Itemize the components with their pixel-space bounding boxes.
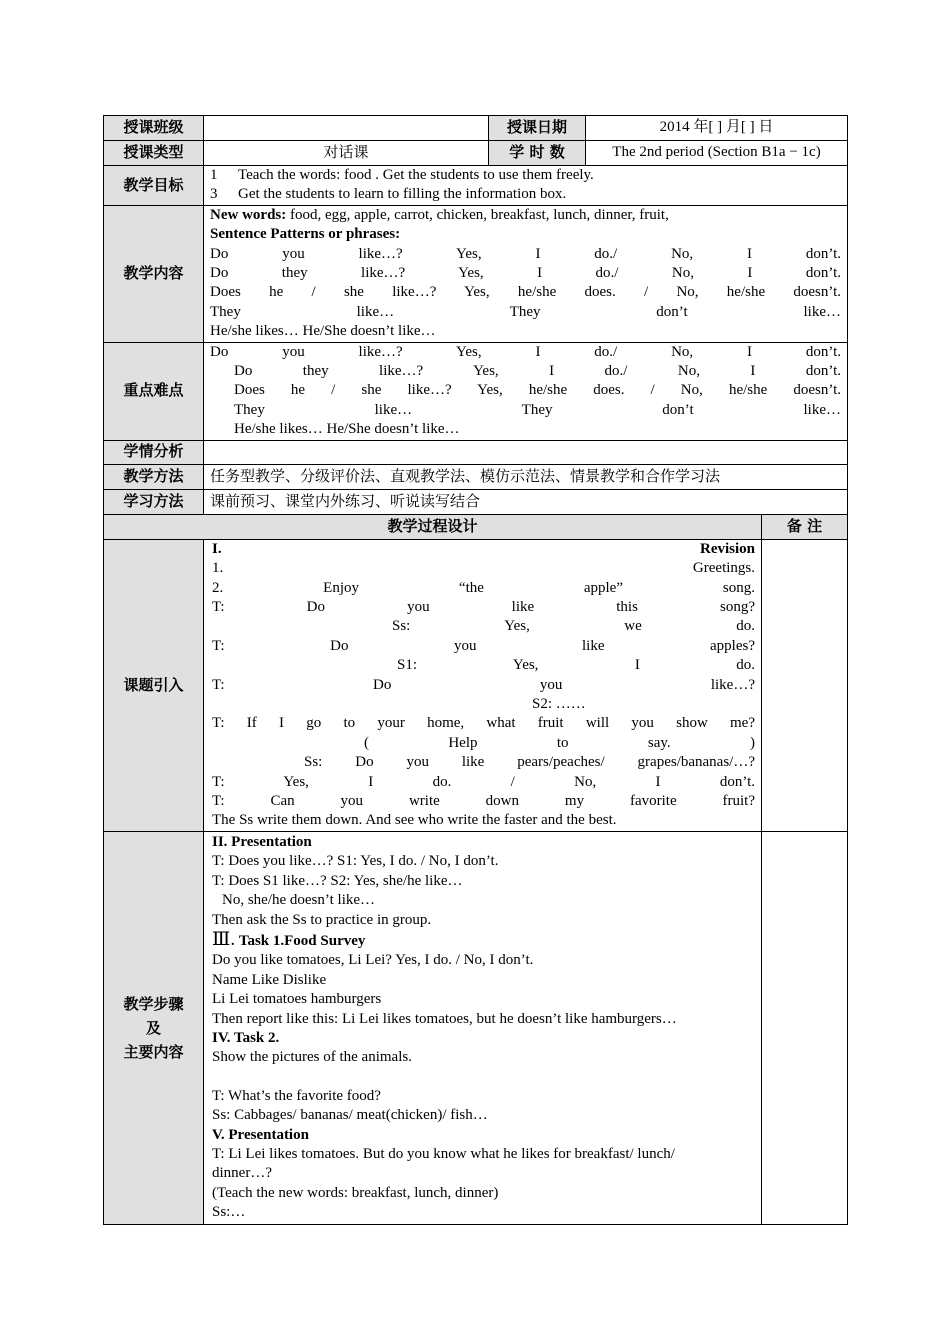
intro-line: I. Revision bbox=[212, 540, 755, 557]
intro-line: T: If I go to your home, what fruit will you show me? bbox=[212, 715, 755, 732]
steps-remarks bbox=[762, 831, 848, 1224]
row-type-hours bbox=[104, 141, 848, 166]
row-content bbox=[104, 205, 848, 342]
date-label: 授课日期 bbox=[489, 116, 586, 141]
row-key-points bbox=[104, 342, 848, 440]
hours-label: 学 时 数 bbox=[489, 141, 586, 166]
teaching-method-label: 教学方法 bbox=[104, 464, 204, 489]
step-line: Ss:… bbox=[212, 1204, 246, 1221]
key-points-body bbox=[204, 342, 848, 440]
step-line: Li Lei tomatoes hamburgers bbox=[212, 991, 382, 1008]
step-line: Ss: Cabbages/ bananas/ meat(chicken)/ fish… bbox=[212, 1107, 488, 1124]
row-process-header bbox=[104, 514, 848, 539]
step-line: V. Presentation bbox=[212, 1126, 309, 1143]
content-body bbox=[204, 205, 848, 342]
step-line: Name Like Dislike bbox=[212, 971, 327, 988]
step-line: T: Does S1 like…? S2: Yes, she/he like… bbox=[212, 872, 463, 889]
step-line: (Teach the new words: breakfast, lunch, dinner) bbox=[212, 1184, 499, 1201]
process-title: 教学过程设计 bbox=[104, 514, 762, 539]
intro-line: S1: Yes, I do. bbox=[397, 657, 755, 674]
intro-line: T: Yes, I do. / No, I don’t. bbox=[212, 773, 755, 790]
intro-line: T: Do you like…? bbox=[212, 676, 755, 693]
step-line: T: Does you like…? S1: Yes, I do. / No, I don’t. bbox=[212, 853, 499, 870]
row-class-date bbox=[104, 116, 848, 141]
goal-item: 3 Get the students to learn to filling the information box. bbox=[210, 186, 567, 203]
hours-value: The 2nd period (Section B1a − 1c) bbox=[586, 141, 848, 166]
row-steps bbox=[104, 831, 848, 1224]
type-value: 对话课 bbox=[204, 141, 489, 166]
analysis-label: 学情分析 bbox=[104, 440, 204, 464]
new-words: food, egg, apple, carrot, chicken, breakfast, lunch, dinner, fruit, bbox=[290, 206, 669, 223]
goals-label: 教学目标 bbox=[104, 166, 204, 206]
steps-label: 教学步骤 及 主要内容 bbox=[104, 831, 204, 1224]
analysis-value bbox=[204, 440, 848, 464]
step-line: Show the pictures of the animals. bbox=[212, 1049, 412, 1066]
learning-method-value: 课前预习、课堂内外练习、听说读写结合 bbox=[204, 489, 848, 514]
blank-line bbox=[212, 1068, 755, 1087]
pattern-line: He/she likes… He/She doesn’t like… bbox=[210, 323, 436, 340]
teaching-method-value: 任务型教学、分级评价法、直观教学法、模仿示范法、情景教学和合作学习法 bbox=[204, 464, 848, 489]
steps-body bbox=[204, 831, 762, 1224]
date-value: 2014 年[ ] 月[ ] 日 bbox=[586, 116, 848, 141]
intro-line: The Ss write them down. And see who write the faster and the best. bbox=[212, 812, 617, 829]
step-line: II. Presentation bbox=[212, 833, 312, 850]
learning-method-label: 学习方法 bbox=[104, 489, 204, 514]
patterns-label: Sentence Patterns or phrases: bbox=[210, 226, 401, 243]
key-line: Does he / she like…? Yes, he/she does. / No, he/she doesn’t. bbox=[234, 382, 842, 399]
step-line: No, she/he doesn’t like… bbox=[222, 892, 376, 909]
row-analysis bbox=[104, 440, 848, 464]
intro-remarks bbox=[762, 539, 848, 831]
row-learning-method bbox=[104, 489, 848, 514]
step-line: Then report like this: Li Lei likes tomatoes, but he doesn’t like hamburgers… bbox=[212, 1010, 677, 1027]
key-line: They like… They don’t like… bbox=[234, 401, 842, 418]
lesson-plan-table bbox=[103, 115, 848, 1225]
intro-line: T: Do you like this song? bbox=[212, 598, 755, 615]
step-line: T: What’s the favorite food? bbox=[212, 1087, 381, 1104]
type-label: 授课类型 bbox=[104, 141, 204, 166]
intro-line: ( Help to say. ) bbox=[364, 734, 755, 751]
pattern-line: Does he / she like…? Yes, he/she does. / No, he/she doesn’t. bbox=[210, 284, 842, 301]
intro-line: Ss: Yes, we do. bbox=[392, 618, 755, 635]
intro-line: 2. Enjoy “the apple” song. bbox=[212, 579, 755, 596]
intro-line: T: Can you write down my favorite fruit? bbox=[212, 792, 755, 809]
new-words-line bbox=[210, 206, 841, 225]
key-line: Do you like…? Yes, I do./ No, I don’t. bbox=[210, 343, 842, 360]
row-teaching-method bbox=[104, 464, 848, 489]
new-words-label: New words: bbox=[210, 206, 287, 223]
step-line: Ⅲ. Task 1.Food Survey bbox=[212, 929, 366, 950]
class-label: 授课班级 bbox=[104, 116, 204, 141]
goals-content bbox=[204, 166, 848, 206]
content-label: 教学内容 bbox=[104, 205, 204, 342]
row-intro bbox=[104, 539, 848, 831]
key-line: He/she likes… He/She doesn’t like… bbox=[234, 421, 460, 438]
remarks-title: 备 注 bbox=[762, 514, 848, 539]
pattern-line: Do they like…? Yes, I do./ No, I don’t. bbox=[210, 265, 842, 282]
pattern-line: They like… They don’t like… bbox=[210, 303, 842, 320]
class-value bbox=[204, 116, 489, 141]
intro-label: 课题引入 bbox=[104, 539, 204, 831]
intro-body bbox=[204, 539, 762, 831]
intro-line: 1. Greetings. bbox=[212, 560, 755, 577]
step-line: IV. Task 2. bbox=[212, 1029, 280, 1046]
step-line: Then ask the Ss to practice in group. bbox=[212, 911, 432, 928]
row-goals bbox=[104, 166, 848, 206]
intro-line: S2: …… bbox=[532, 695, 586, 712]
key-line: Do they like…? Yes, I do./ No, I don’t. bbox=[234, 363, 842, 380]
pattern-line: Do you like…? Yes, I do./ No, I don’t. bbox=[210, 245, 842, 262]
step-line: dinner…? bbox=[212, 1165, 272, 1182]
step-line: T: Li Lei likes tomatoes. But do you know what he likes for breakfast/ lunch/ bbox=[212, 1146, 675, 1163]
intro-line: T: Do you like apples? bbox=[212, 637, 755, 654]
key-points-label: 重点难点 bbox=[104, 342, 204, 440]
lesson-plan bbox=[103, 115, 847, 1225]
goal-item: 1 Teach the words: food . Get the students to use them freely. bbox=[210, 167, 594, 183]
step-line: Do you like tomatoes, Li Lei? Yes, I do. / No, I don’t. bbox=[212, 952, 534, 969]
intro-line: Ss: Do you like pears/peaches/ grapes/bananas/…? bbox=[304, 754, 755, 771]
